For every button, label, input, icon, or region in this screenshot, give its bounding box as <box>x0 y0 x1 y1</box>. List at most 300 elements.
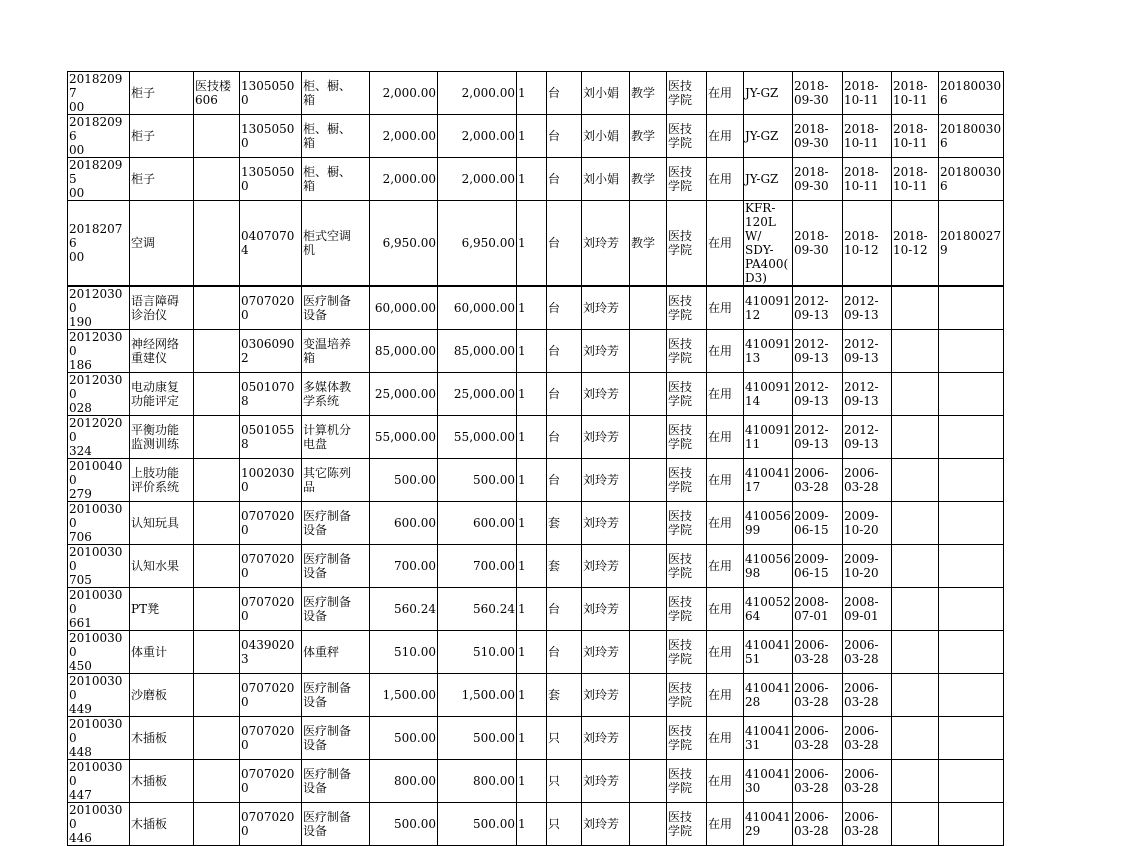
model-cell: 410041 17 <box>744 459 793 502</box>
usage-cell <box>630 674 667 717</box>
status-cell: 在用 <box>707 545 744 588</box>
usage-cell: 教学 <box>630 72 667 115</box>
custodian-cell: 刘玲芳 <box>582 588 630 631</box>
registration-date-cell <box>892 588 939 631</box>
unit-price-cell: 55,000.00 <box>370 416 438 459</box>
department-cell: 医技 学院 <box>667 760 707 803</box>
location-cell <box>194 373 240 416</box>
amount-cell: 700.00 <box>438 545 517 588</box>
usage-cell <box>630 459 667 502</box>
purchase-date-cell: 2006- 03-28 <box>793 760 843 803</box>
quantity-cell: 1 <box>517 158 547 201</box>
purchase-date-cell: 2006- 03-28 <box>793 459 843 502</box>
asset-id-cell: 20100300 449 <box>68 674 130 717</box>
amount-cell: 500.00 <box>438 459 517 502</box>
unit-price-cell: 800.00 <box>370 760 438 803</box>
model-cell: 410091 11 <box>744 416 793 459</box>
table-row <box>68 502 1004 545</box>
asset-id-cell: 20100400 279 <box>68 459 130 502</box>
asset-name-cell: 神经网络 重建仪 <box>130 330 194 373</box>
department-cell: 医技 学院 <box>667 201 707 287</box>
purchase-date-cell: 2012- 09-13 <box>793 330 843 373</box>
category-code-cell: 10020300 <box>240 459 302 502</box>
model-cell: 410041 28 <box>744 674 793 717</box>
purchase-date-cell: 2012- 09-13 <box>793 286 843 330</box>
unit-cell: 套 <box>547 545 582 588</box>
model-cell: JY-GZ <box>744 72 793 115</box>
category-name-cell: 计算机分 电盘 <box>302 416 370 459</box>
asset-id-cell: 20100300 447 <box>68 760 130 803</box>
unit-cell: 台 <box>547 158 582 201</box>
registration-date-cell <box>892 545 939 588</box>
usage-cell: 教学 <box>630 201 667 287</box>
custodian-cell: 刘玲芳 <box>582 201 630 287</box>
asset-id-cell: 20120300 190 <box>68 286 130 330</box>
unit-price-cell: 500.00 <box>370 803 438 846</box>
unit-price-cell: 85,000.00 <box>370 330 438 373</box>
category-name-cell: 多媒体教 学系统 <box>302 373 370 416</box>
voucher-cell <box>939 545 1004 588</box>
location-cell <box>194 502 240 545</box>
table-row <box>68 373 1004 416</box>
unit-price-cell: 600.00 <box>370 502 438 545</box>
unit-cell: 台 <box>547 373 582 416</box>
category-name-cell: 医疗制备 设备 <box>302 717 370 760</box>
model-cell: 410091 12 <box>744 286 793 330</box>
entry-date-cell: 2012- 09-13 <box>843 416 892 459</box>
voucher-cell <box>939 286 1004 330</box>
asset-id-cell: 20182095 00 <box>68 158 130 201</box>
voucher-cell: 201800279 <box>939 201 1004 287</box>
category-name-cell: 柜、橱、 箱 <box>302 158 370 201</box>
table-row <box>68 201 1004 287</box>
location-cell: 医技楼 606 <box>194 72 240 115</box>
voucher-cell <box>939 502 1004 545</box>
asset-name-cell: 柜子 <box>130 72 194 115</box>
location-cell <box>194 416 240 459</box>
unit-cell: 台 <box>547 72 582 115</box>
usage-cell <box>630 631 667 674</box>
entry-date-cell: 2008- 09-01 <box>843 588 892 631</box>
purchase-date-cell: 2006- 03-28 <box>793 674 843 717</box>
unit-price-cell: 2,000.00 <box>370 115 438 158</box>
unit-price-cell: 510.00 <box>370 631 438 674</box>
custodian-cell: 刘小娟 <box>582 72 630 115</box>
category-name-cell: 变温培养 箱 <box>302 330 370 373</box>
usage-cell <box>630 286 667 330</box>
category-code-cell: 07070200 <box>240 502 302 545</box>
asset-name-cell: 柜子 <box>130 115 194 158</box>
category-name-cell: 医疗制备 设备 <box>302 588 370 631</box>
status-cell: 在用 <box>707 373 744 416</box>
model-cell: 410041 30 <box>744 760 793 803</box>
status-cell: 在用 <box>707 760 744 803</box>
asset-id-cell: 20100300 448 <box>68 717 130 760</box>
asset-name-cell: 柜子 <box>130 158 194 201</box>
registration-date-cell <box>892 373 939 416</box>
purchase-date-cell: 2006- 03-28 <box>793 717 843 760</box>
category-name-cell: 柜、橱、 箱 <box>302 72 370 115</box>
custodian-cell: 刘玲芳 <box>582 373 630 416</box>
custodian-cell: 刘玲芳 <box>582 631 630 674</box>
department-cell: 医技 学院 <box>667 717 707 760</box>
unit-cell: 套 <box>547 502 582 545</box>
table-row <box>68 674 1004 717</box>
model-cell: JY-GZ <box>744 115 793 158</box>
voucher-cell <box>939 760 1004 803</box>
quantity-cell: 1 <box>517 416 547 459</box>
category-name-cell: 柜式空调 机 <box>302 201 370 287</box>
department-cell: 医技 学院 <box>667 373 707 416</box>
registration-date-cell: 2018- 10-12 <box>892 201 939 287</box>
unit-price-cell: 6,950.00 <box>370 201 438 287</box>
amount-cell: 510.00 <box>438 631 517 674</box>
category-code-cell: 13050500 <box>240 158 302 201</box>
amount-cell: 6,950.00 <box>438 201 517 287</box>
asset-id-cell: 20120300 028 <box>68 373 130 416</box>
amount-cell: 500.00 <box>438 803 517 846</box>
asset-name-cell: 沙磨板 <box>130 674 194 717</box>
table-row <box>68 115 1004 158</box>
quantity-cell: 1 <box>517 286 547 330</box>
status-cell: 在用 <box>707 72 744 115</box>
amount-cell: 2,000.00 <box>438 72 517 115</box>
table-row <box>68 330 1004 373</box>
asset-id-cell: 20182096 00 <box>68 115 130 158</box>
registration-date-cell <box>892 502 939 545</box>
amount-cell: 85,000.00 <box>438 330 517 373</box>
registration-date-cell <box>892 459 939 502</box>
custodian-cell: 刘玲芳 <box>582 545 630 588</box>
department-cell: 医技 学院 <box>667 330 707 373</box>
location-cell <box>194 674 240 717</box>
location-cell <box>194 330 240 373</box>
model-cell: 410041 31 <box>744 717 793 760</box>
asset-table <box>67 71 1004 846</box>
unit-cell: 台 <box>547 588 582 631</box>
usage-cell <box>630 760 667 803</box>
asset-id-cell: 20100300 705 <box>68 545 130 588</box>
unit-price-cell: 560.24 <box>370 588 438 631</box>
location-cell <box>194 158 240 201</box>
location-cell <box>194 631 240 674</box>
entry-date-cell: 2012- 09-13 <box>843 373 892 416</box>
category-code-cell: 04070704 <box>240 201 302 287</box>
category-code-cell: 07070200 <box>240 588 302 631</box>
unit-price-cell: 700.00 <box>370 545 438 588</box>
registration-date-cell: 2018- 10-11 <box>892 115 939 158</box>
unit-price-cell: 1,500.00 <box>370 674 438 717</box>
purchase-date-cell: 2008- 07-01 <box>793 588 843 631</box>
category-name-cell: 其它陈列 品 <box>302 459 370 502</box>
status-cell: 在用 <box>707 803 744 846</box>
status-cell: 在用 <box>707 502 744 545</box>
registration-date-cell: 2018- 10-11 <box>892 72 939 115</box>
department-cell: 医技 学院 <box>667 631 707 674</box>
unit-price-cell: 500.00 <box>370 717 438 760</box>
unit-price-cell: 60,000.00 <box>370 286 438 330</box>
location-cell <box>194 545 240 588</box>
purchase-date-cell: 2009- 06-15 <box>793 545 843 588</box>
location-cell <box>194 588 240 631</box>
department-cell: 医技 学院 <box>667 416 707 459</box>
table-row <box>68 72 1004 115</box>
quantity-cell: 1 <box>517 115 547 158</box>
unit-cell: 台 <box>547 416 582 459</box>
purchase-date-cell: 2018- 09-30 <box>793 72 843 115</box>
entry-date-cell: 2006- 03-28 <box>843 803 892 846</box>
usage-cell <box>630 803 667 846</box>
unit-cell: 台 <box>547 201 582 287</box>
amount-cell: 55,000.00 <box>438 416 517 459</box>
unit-cell: 只 <box>547 760 582 803</box>
unit-cell: 台 <box>547 459 582 502</box>
asset-name-cell: PT凳 <box>130 588 194 631</box>
location-cell <box>194 201 240 287</box>
registration-date-cell <box>892 330 939 373</box>
status-cell: 在用 <box>707 416 744 459</box>
unit-price-cell: 2,000.00 <box>370 158 438 201</box>
table-row <box>68 286 1004 330</box>
category-code-cell: 13050500 <box>240 72 302 115</box>
category-code-cell: 07070200 <box>240 760 302 803</box>
custodian-cell: 刘小娟 <box>582 158 630 201</box>
voucher-cell <box>939 373 1004 416</box>
category-code-cell: 07070200 <box>240 545 302 588</box>
asset-id-cell: 20120300 186 <box>68 330 130 373</box>
department-cell: 医技 学院 <box>667 545 707 588</box>
quantity-cell: 1 <box>517 760 547 803</box>
category-name-cell: 医疗制备 设备 <box>302 502 370 545</box>
category-code-cell: 07070200 <box>240 286 302 330</box>
purchase-date-cell: 2006- 03-28 <box>793 803 843 846</box>
department-cell: 医技 学院 <box>667 158 707 201</box>
quantity-cell: 1 <box>517 459 547 502</box>
model-cell: 410056 99 <box>744 502 793 545</box>
voucher-cell: 201800306 <box>939 72 1004 115</box>
asset-id-cell: 20100300 450 <box>68 631 130 674</box>
location-cell <box>194 115 240 158</box>
status-cell: 在用 <box>707 115 744 158</box>
purchase-date-cell: 2018- 09-30 <box>793 115 843 158</box>
asset-name-cell: 木插板 <box>130 760 194 803</box>
entry-date-cell: 2009- 10-20 <box>843 502 892 545</box>
table-row <box>68 760 1004 803</box>
custodian-cell: 刘玲芳 <box>582 286 630 330</box>
asset-name-cell: 认知玩具 <box>130 502 194 545</box>
custodian-cell: 刘玲芳 <box>582 760 630 803</box>
asset-id-cell: 20100300 661 <box>68 588 130 631</box>
quantity-cell: 1 <box>517 545 547 588</box>
unit-cell: 台 <box>547 330 582 373</box>
usage-cell <box>630 416 667 459</box>
amount-cell: 60,000.00 <box>438 286 517 330</box>
model-cell: KFR- 120LW/ SDY- PA400( D3) <box>744 201 793 287</box>
asset-name-cell: 平衡功能 监测训练 <box>130 416 194 459</box>
usage-cell: 教学 <box>630 158 667 201</box>
purchase-date-cell: 2018- 09-30 <box>793 158 843 201</box>
department-cell: 医技 学院 <box>667 803 707 846</box>
location-cell <box>194 760 240 803</box>
status-cell: 在用 <box>707 631 744 674</box>
unit-cell: 台 <box>547 286 582 330</box>
status-cell: 在用 <box>707 459 744 502</box>
purchase-date-cell: 2009- 06-15 <box>793 502 843 545</box>
unit-cell: 台 <box>547 115 582 158</box>
table-row <box>68 158 1004 201</box>
category-name-cell: 医疗制备 设备 <box>302 674 370 717</box>
custodian-cell: 刘小娟 <box>582 115 630 158</box>
status-cell: 在用 <box>707 286 744 330</box>
quantity-cell: 1 <box>517 373 547 416</box>
table-row <box>68 803 1004 846</box>
asset-name-cell: 电动康复 功能评定 <box>130 373 194 416</box>
custodian-cell: 刘玲芳 <box>582 330 630 373</box>
status-cell: 在用 <box>707 588 744 631</box>
registration-date-cell <box>892 416 939 459</box>
status-cell: 在用 <box>707 201 744 287</box>
entry-date-cell: 2006- 03-28 <box>843 717 892 760</box>
department-cell: 医技 学院 <box>667 588 707 631</box>
table-row <box>68 588 1004 631</box>
voucher-cell <box>939 588 1004 631</box>
category-name-cell: 医疗制备 设备 <box>302 760 370 803</box>
category-code-cell: 13050500 <box>240 115 302 158</box>
custodian-cell: 刘玲芳 <box>582 717 630 760</box>
asset-name-cell: 认知水果 <box>130 545 194 588</box>
status-cell: 在用 <box>707 158 744 201</box>
table-row <box>68 545 1004 588</box>
asset-id-cell: 20182076 00 <box>68 201 130 287</box>
category-code-cell: 04390203 <box>240 631 302 674</box>
category-name-cell: 医疗制备 设备 <box>302 286 370 330</box>
category-code-cell: 07070200 <box>240 717 302 760</box>
entry-date-cell: 2006- 03-28 <box>843 674 892 717</box>
asset-id-cell: 20120200 324 <box>68 416 130 459</box>
entry-date-cell: 2006- 03-28 <box>843 631 892 674</box>
purchase-date-cell: 2018- 09-30 <box>793 201 843 287</box>
custodian-cell: 刘玲芳 <box>582 803 630 846</box>
location-cell <box>194 717 240 760</box>
usage-cell <box>630 588 667 631</box>
department-cell: 医技 学院 <box>667 502 707 545</box>
voucher-cell <box>939 631 1004 674</box>
usage-cell <box>630 330 667 373</box>
category-code-cell: 07070200 <box>240 803 302 846</box>
quantity-cell: 1 <box>517 330 547 373</box>
category-name-cell: 柜、橱、 箱 <box>302 115 370 158</box>
model-cell: 410091 14 <box>744 373 793 416</box>
custodian-cell: 刘玲芳 <box>582 674 630 717</box>
amount-cell: 500.00 <box>438 717 517 760</box>
registration-date-cell: 2018- 10-11 <box>892 158 939 201</box>
purchase-date-cell: 2006- 03-28 <box>793 631 843 674</box>
usage-cell: 教学 <box>630 115 667 158</box>
quantity-cell: 1 <box>517 674 547 717</box>
asset-name-cell: 上肢功能 评价系统 <box>130 459 194 502</box>
voucher-cell <box>939 416 1004 459</box>
location-cell <box>194 803 240 846</box>
registration-date-cell <box>892 674 939 717</box>
asset-id-cell: 20100300 446 <box>68 803 130 846</box>
purchase-date-cell: 2012- 09-13 <box>793 416 843 459</box>
location-cell <box>194 459 240 502</box>
usage-cell <box>630 373 667 416</box>
category-name-cell: 体重秤 <box>302 631 370 674</box>
department-cell: 医技 学院 <box>667 286 707 330</box>
voucher-cell: 201800306 <box>939 115 1004 158</box>
usage-cell <box>630 502 667 545</box>
category-code-cell: 07070200 <box>240 674 302 717</box>
model-cell: 410091 13 <box>744 330 793 373</box>
purchase-date-cell: 2012- 09-13 <box>793 373 843 416</box>
department-cell: 医技 学院 <box>667 115 707 158</box>
quantity-cell: 1 <box>517 717 547 760</box>
model-cell: JY-GZ <box>744 158 793 201</box>
quantity-cell: 1 <box>517 631 547 674</box>
entry-date-cell: 2018- 10-11 <box>843 72 892 115</box>
table-row <box>68 459 1004 502</box>
table-row <box>68 416 1004 459</box>
entry-date-cell: 2018- 10-11 <box>843 115 892 158</box>
custodian-cell: 刘玲芳 <box>582 416 630 459</box>
status-cell: 在用 <box>707 717 744 760</box>
usage-cell <box>630 545 667 588</box>
location-cell <box>194 286 240 330</box>
status-cell: 在用 <box>707 330 744 373</box>
department-cell: 医技 学院 <box>667 72 707 115</box>
category-name-cell: 医疗制备 设备 <box>302 545 370 588</box>
entry-date-cell: 2018- 10-12 <box>843 201 892 287</box>
quantity-cell: 1 <box>517 502 547 545</box>
entry-date-cell: 2009- 10-20 <box>843 545 892 588</box>
asset-name-cell: 木插板 <box>130 717 194 760</box>
quantity-cell: 1 <box>517 72 547 115</box>
department-cell: 医技 学院 <box>667 459 707 502</box>
category-code-cell: 05010708 <box>240 373 302 416</box>
registration-date-cell <box>892 760 939 803</box>
custodian-cell: 刘玲芳 <box>582 459 630 502</box>
entry-date-cell: 2006- 03-28 <box>843 459 892 502</box>
unit-cell: 套 <box>547 674 582 717</box>
amount-cell: 600.00 <box>438 502 517 545</box>
unit-price-cell: 25,000.00 <box>370 373 438 416</box>
registration-date-cell <box>892 286 939 330</box>
asset-name-cell: 空调 <box>130 201 194 287</box>
voucher-cell: 201800306 <box>939 158 1004 201</box>
amount-cell: 25,000.00 <box>438 373 517 416</box>
custodian-cell: 刘玲芳 <box>582 502 630 545</box>
entry-date-cell: 2018- 10-11 <box>843 158 892 201</box>
unit-cell: 台 <box>547 631 582 674</box>
voucher-cell <box>939 717 1004 760</box>
voucher-cell <box>939 674 1004 717</box>
registration-date-cell <box>892 717 939 760</box>
usage-cell <box>630 717 667 760</box>
asset-name-cell: 体重计 <box>130 631 194 674</box>
category-code-cell: 05010558 <box>240 416 302 459</box>
status-cell: 在用 <box>707 674 744 717</box>
amount-cell: 1,500.00 <box>438 674 517 717</box>
entry-date-cell: 2006- 03-28 <box>843 760 892 803</box>
amount-cell: 560.24 <box>438 588 517 631</box>
registration-date-cell <box>892 803 939 846</box>
model-cell: 410056 98 <box>744 545 793 588</box>
asset-id-cell: 20100300 706 <box>68 502 130 545</box>
voucher-cell <box>939 330 1004 373</box>
table-row <box>68 717 1004 760</box>
unit-cell: 只 <box>547 717 582 760</box>
